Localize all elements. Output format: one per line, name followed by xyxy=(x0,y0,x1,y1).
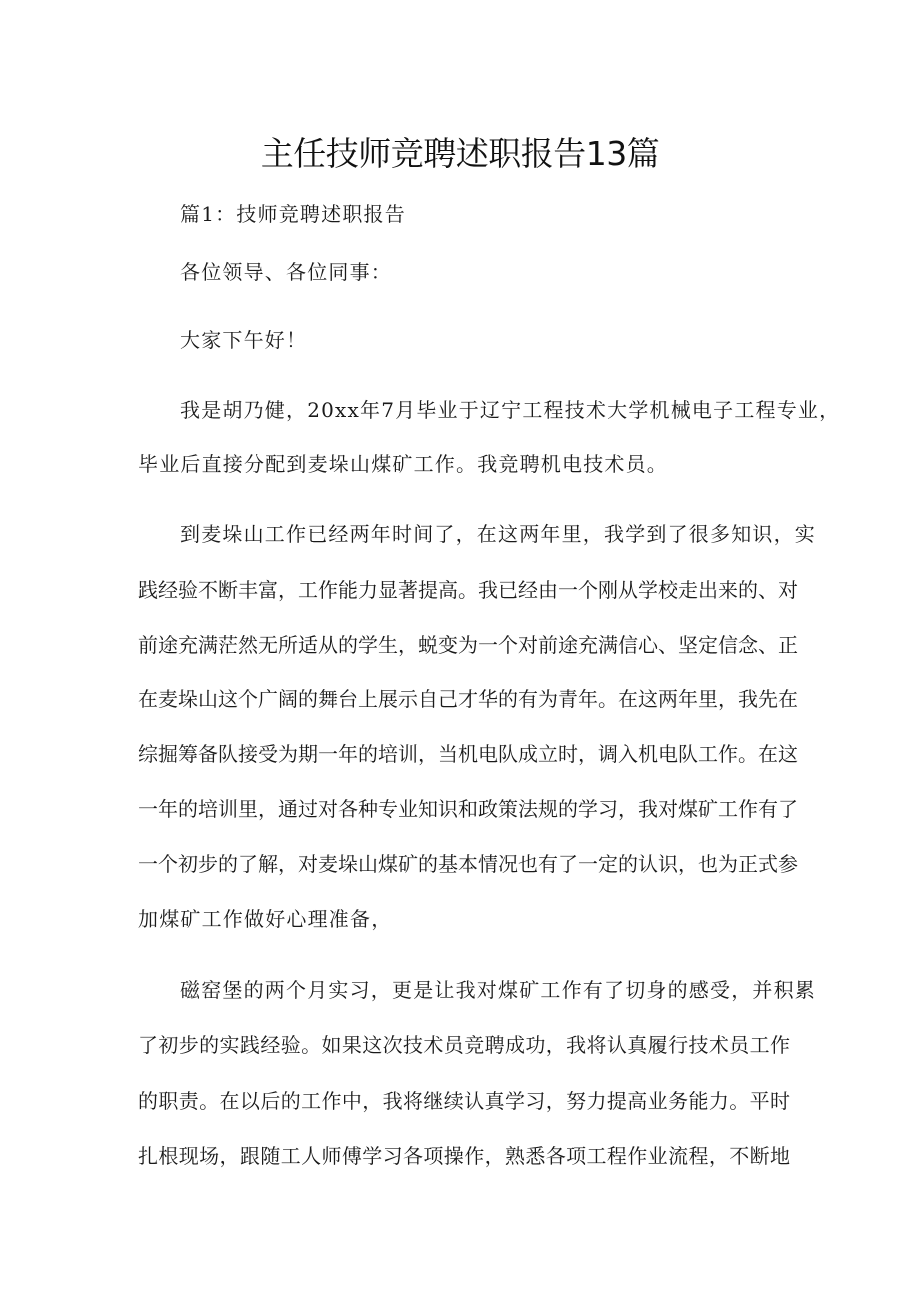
paragraph-line: 综掘筹备队接受为期一年的培训，当机电队成立时，调入机电队工作。在这 xyxy=(138,742,798,766)
paragraph-line: 前途充满茫然无所适从的学生，蜕变为一个对前途充满信心、坚定信念、正 xyxy=(138,633,798,657)
paragraph-line: 一年的培训里，通过对各种专业知识和政策法规的学习，我对煤矿工作有了 xyxy=(138,797,798,821)
document-title: 主任技师竞聘述职报告13篇 xyxy=(260,134,660,173)
section-heading: 篇1：技师竞聘述职报告 xyxy=(180,202,406,226)
paragraph-line: 践经验不断丰富，工作能力显著提高。我已经由一个刚从学校走出来的、对 xyxy=(138,578,798,602)
paragraph-line: 我是胡乃健，20xx年7月毕业于辽宁工程技术大学机械电子工程专业， xyxy=(180,398,841,422)
greeting: 大家下午好！ xyxy=(180,328,308,352)
paragraph-line: 一个初步的了解，对麦垛山煤矿的基本情况也有了一定的认识，也为正式参 xyxy=(138,852,798,876)
paragraph-line: 了初步的实践经验。如果这次技术员竞聘成功，我将认真履行技术员工作 xyxy=(138,1033,790,1057)
paragraph-line: 在麦垛山这个广阔的舞台上展示自己才华的有为青年。在这两年里，我先在 xyxy=(138,687,798,711)
paragraph-line: 扎根现场，跟随工人师傅学习各项操作，熟悉各项工程作业流程，不断地 xyxy=(138,1144,790,1168)
paragraph-line: 加煤矿工作做好心理准备， xyxy=(138,907,393,931)
salutation: 各位领导、各位同事： xyxy=(180,260,392,284)
paragraph-line: 的职责。在以后的工作中，我将继续认真学习，努力提高业务能力。平时 xyxy=(138,1089,790,1113)
paragraph-line: 毕业后直接分配到麦垛山煤矿工作。我竞聘机电技术员。 xyxy=(138,452,668,476)
paragraph-line: 磁窑堡的两个月实习，更是让我对煤矿工作有了切身的感受，并积累 xyxy=(180,978,816,1002)
paragraph-line: 到麦垛山工作已经两年时间了，在这两年里，我学到了很多知识，实 xyxy=(180,522,816,546)
